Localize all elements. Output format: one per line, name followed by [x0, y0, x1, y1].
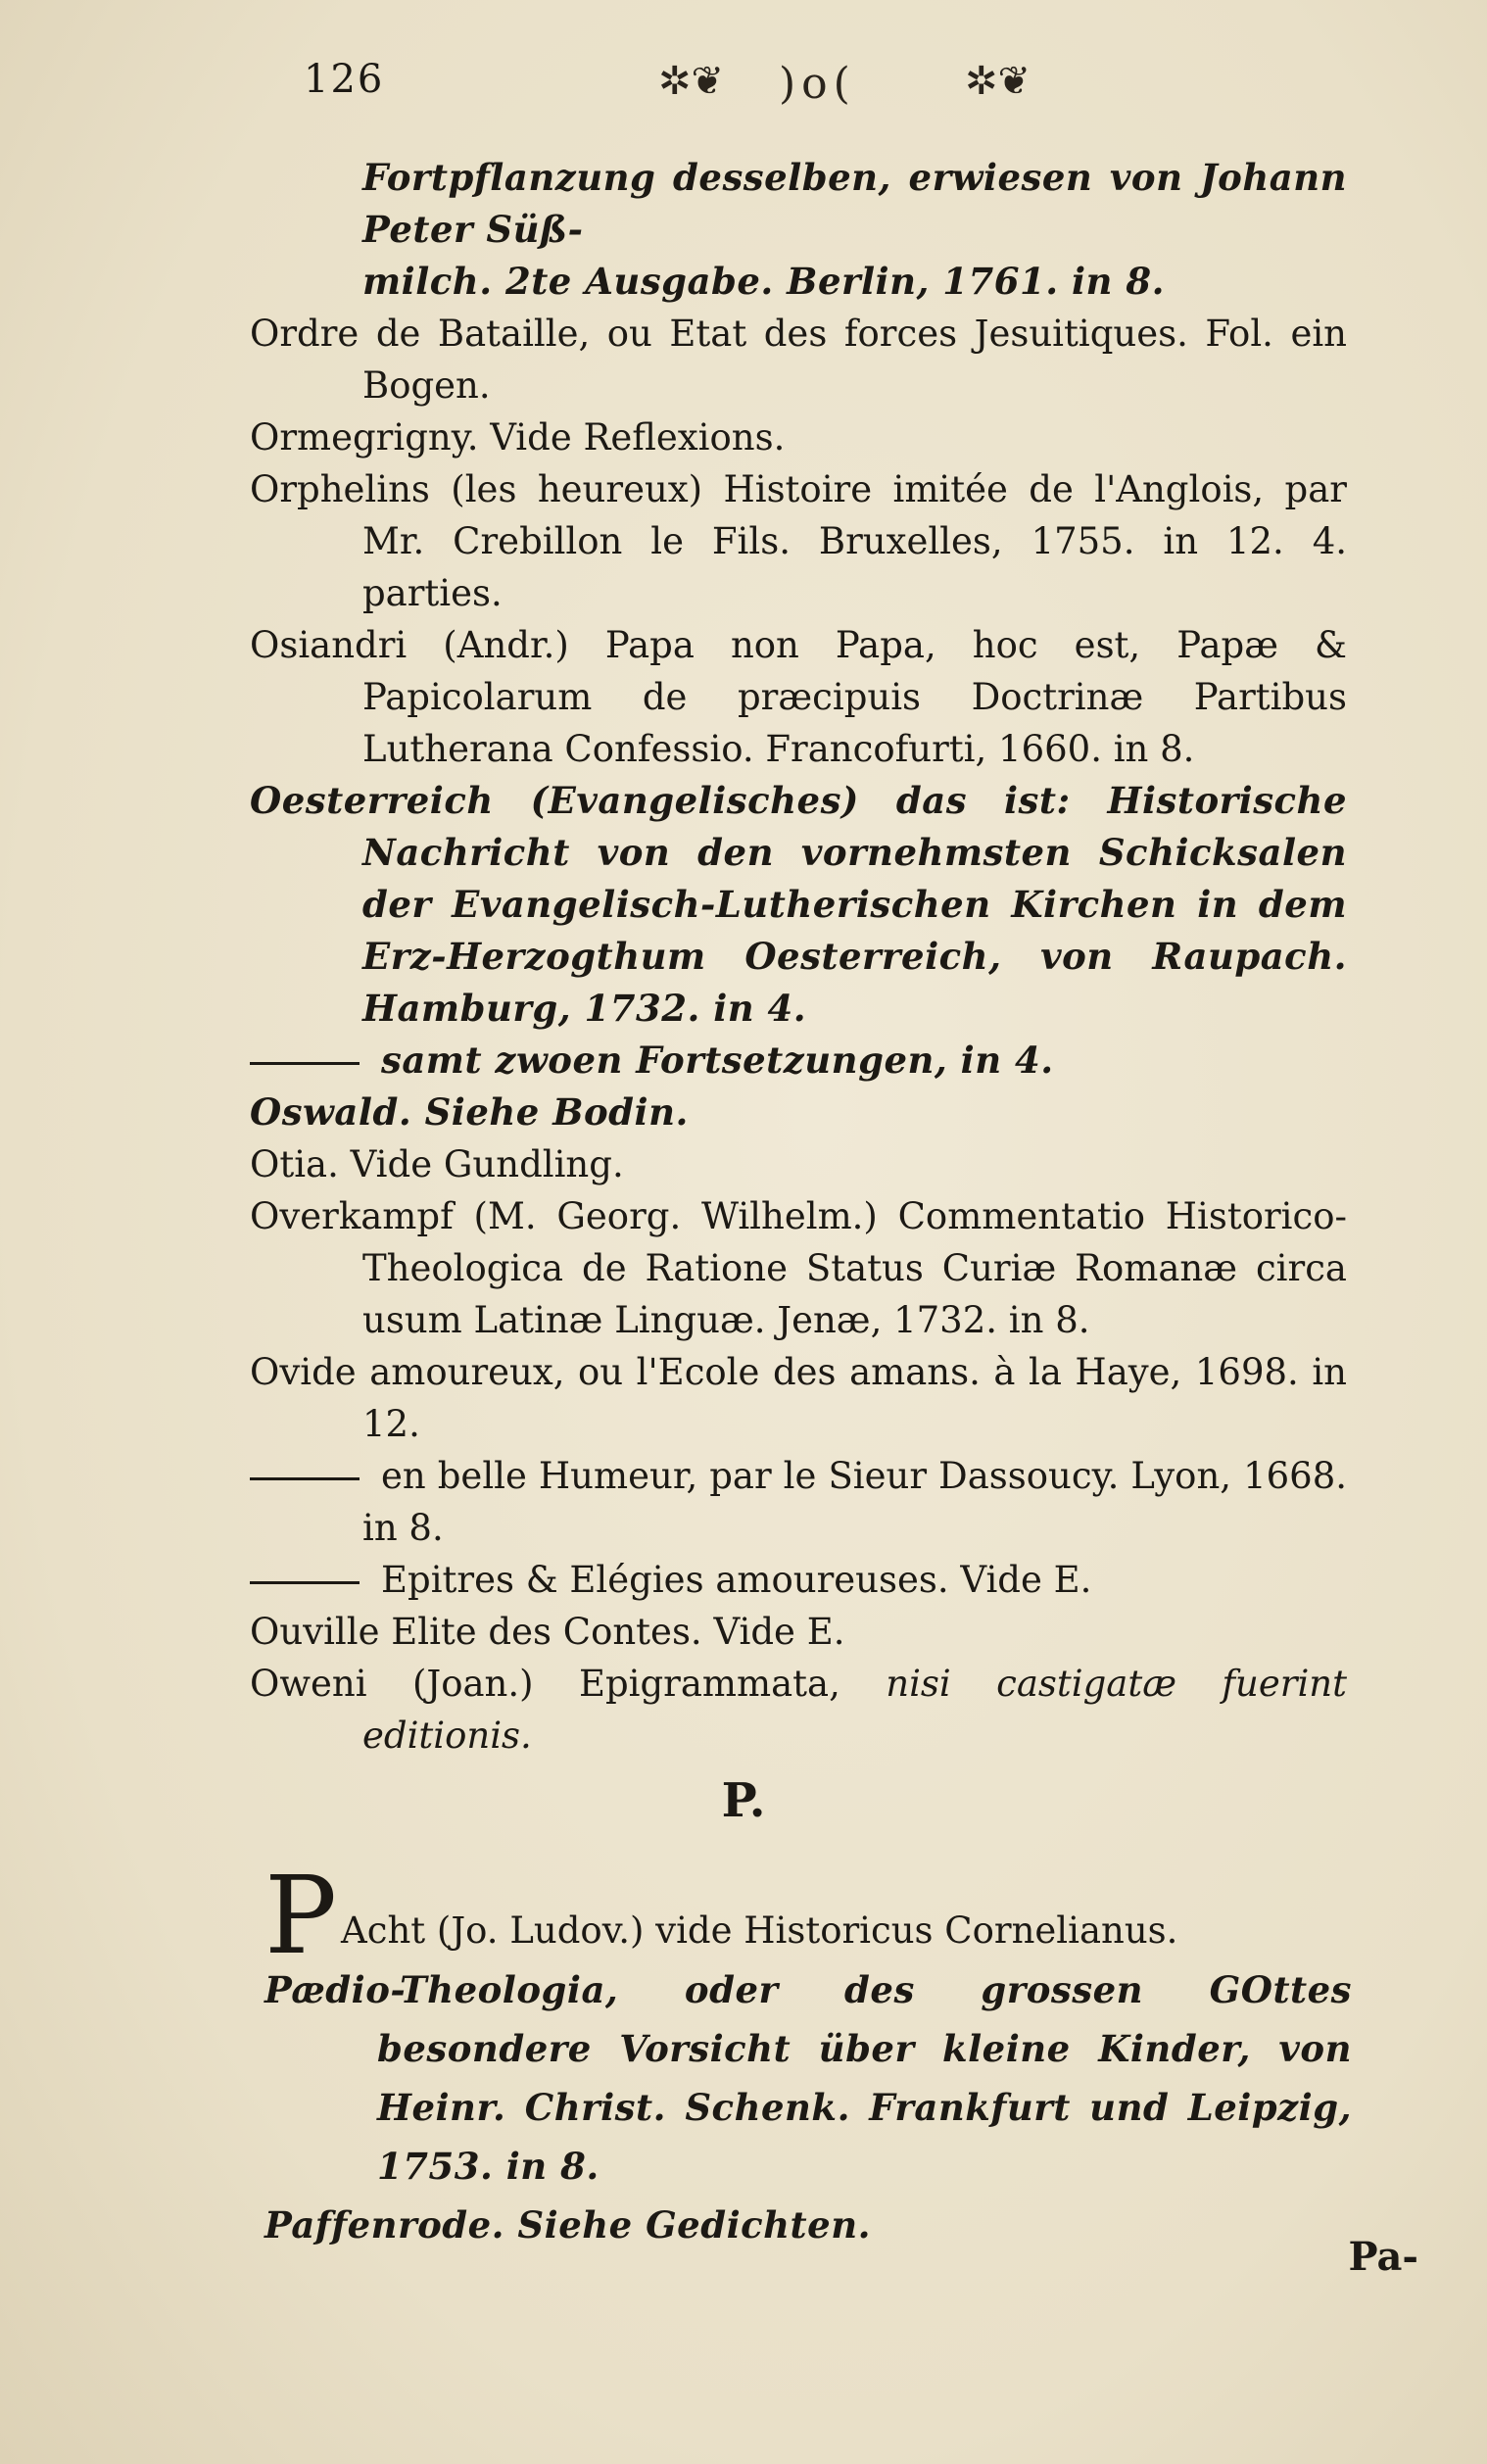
entry-text: Acht (Jo. Ludov.) vide Historicus Cornelianus.: [341, 1909, 1178, 1952]
entry-ouville: Ouville Elite des Contes. Vide E.: [250, 1611, 845, 1653]
dash-rule: [250, 1581, 360, 1584]
ornament-left-icon: ✲❦: [658, 59, 725, 104]
entry-paffenrode: Paffenrode. Siehe Gedichten.: [264, 2203, 871, 2247]
entry-osiandri: Osiandri (Andr.) Papa non Papa, hoc est, Papæ & Papicolarum de præcipuis Doctrinæ Partibus Lutherana Confessio. Francofurti, 1660. in 8.: [250, 624, 1347, 770]
entry-paedio-theologia: Pædio-Theologia, oder des grossen GOttes besondere Vorsicht über kleine Kinder, von Heinr. Christ. Schenk. Frankfurt und Leipzig, 1753. in 8.: [264, 1968, 1352, 2188]
entry-otia: Otia. Vide Gundling.: [250, 1143, 624, 1185]
entry-oswald: Oswald. Siehe Bodin.: [250, 1090, 689, 1134]
entry-text: samt zwoen Fortsetzungen, in 4.: [381, 1039, 1054, 1082]
entry-ovide-belle-humeur: [250, 1450, 1347, 1554]
drop-cap: P: [264, 1853, 338, 1978]
page-header: [0, 47, 1487, 116]
catalog-entries-p: [264, 1853, 1352, 2254]
section-letter-heading: P.: [721, 1773, 766, 1828]
entry-ovide-amoureux: Ovide amoureux, ou l'Ecole des amans. à la Haye, 1698. in 12.: [250, 1351, 1347, 1445]
dash-rule: [250, 1062, 360, 1065]
entry-ormegrigny: Ormegrigny. Vide Reflexions.: [250, 416, 786, 459]
entry-text: Oweni (Joan.) Epigrammata,: [250, 1663, 887, 1705]
entry-text: Epitres & Elégies amoureuses. Vide E.: [381, 1559, 1092, 1601]
ornament-right-icon: ✲❦: [965, 59, 1031, 104]
entry-continuation-1: Fortpflanzung desselben, erwiesen von Johann Peter Süß-: [362, 156, 1347, 251]
entry-continuation-2: milch. 2te Ausgabe. Berlin, 1761. in 8.: [362, 260, 1165, 303]
page-number: 126: [304, 57, 385, 102]
dash-rule: [250, 1477, 360, 1480]
entry-oesterreich-sequel: [250, 1035, 1347, 1087]
entry-oesterreich: Oesterreich (Evangelisches) das ist: Historische Nachricht von den vornehmsten Schicksalen der Evangelisch-Lutherischen Kirchen in dem Erz-Herzogthum Oesterreich, von Raupach. Hamburg, 1732. in 4.: [250, 779, 1347, 1030]
entry-oweni: [250, 1658, 1347, 1762]
catchword: Pa-: [1348, 2234, 1418, 2280]
entry-italic-tail: nisi castigatæ fuerint editionis.: [362, 1663, 1347, 1757]
entry-pacht: [264, 1853, 1352, 1978]
entry-text: en belle Humeur, par le Sieur Dassoucy. Lyon, 1668. in 8.: [362, 1455, 1347, 1549]
entry-overkampf: Overkampf (M. Georg. Wilhelm.) Commentatio Historico-Theologica de Ratione Status Curiæ Romanæ circa usum Latinæ Linguæ. Jenæ, 1732. in 8.: [250, 1195, 1347, 1341]
entry-ovide-epitres: [250, 1554, 1347, 1606]
ornament-center-icon: )o(: [779, 59, 856, 109]
entry-ordre-de-bataille: Ordre de Bataille, ou Etat des forces Jesuitiques. Fol. ein Bogen.: [250, 313, 1347, 407]
entry-orphelins: Orphelins (les heureux) Histoire imitée de l'Anglois, par Mr. Crebillon le Fils. Bruxelles, 1755. in 12. 4. parties.: [250, 468, 1347, 614]
catalog-entries: [250, 152, 1347, 1762]
